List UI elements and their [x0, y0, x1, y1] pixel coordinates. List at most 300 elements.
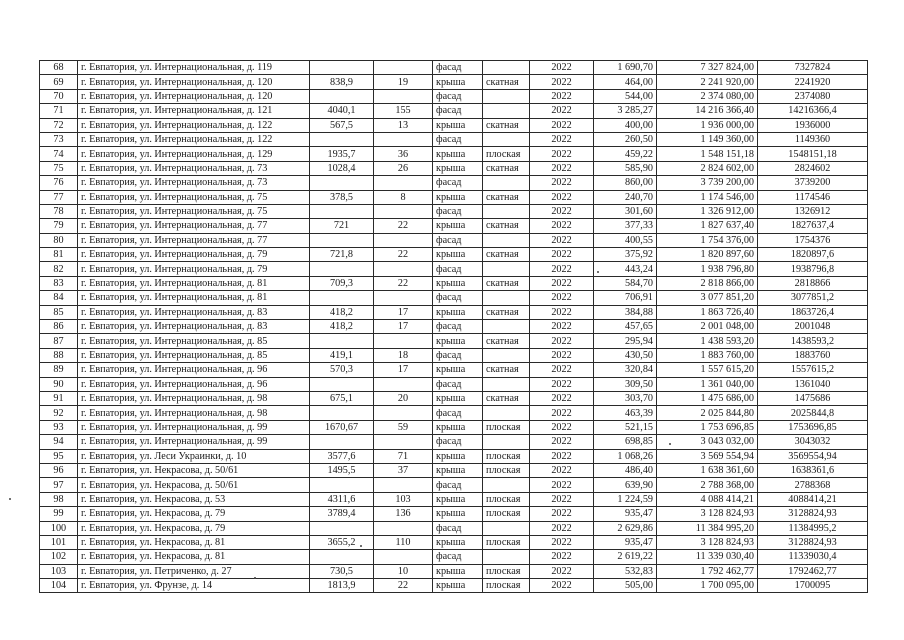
table-row	[40, 535, 868, 549]
apartments-cell: 17	[374, 305, 433, 319]
area-cell: 1935,7	[310, 147, 374, 161]
year-cell: 2022	[530, 449, 594, 463]
volume-cell: 486,40	[594, 463, 657, 477]
address-cell: г. Евпатория, ул. Некрасова, д. 50/61	[78, 463, 310, 477]
cost-cell: 1 938 796,80	[657, 262, 758, 276]
document-sheet	[39, 60, 868, 593]
element-cell: фасад	[433, 89, 483, 103]
cost-cell: 1 548 151,18	[657, 147, 758, 161]
area-cell: 378,5	[310, 190, 374, 204]
roof-type-cell: плоская	[483, 449, 530, 463]
area-cell: 567,5	[310, 118, 374, 132]
total-cell: 1557615,2	[758, 363, 868, 377]
year-cell: 2022	[530, 276, 594, 290]
element-cell: крыша	[433, 564, 483, 578]
element-cell: крыша	[433, 276, 483, 290]
address-cell: г. Евпатория, ул. Интернациональная, д. 83	[78, 320, 310, 334]
address-cell: г. Евпатория, ул. Интернациональная, д. 77	[78, 233, 310, 247]
element-cell: крыша	[433, 75, 483, 89]
year-cell: 2022	[530, 219, 594, 233]
element-cell: крыша	[433, 507, 483, 521]
area-cell: 418,2	[310, 320, 374, 334]
table-row	[40, 579, 868, 593]
table-row	[40, 291, 868, 305]
cost-cell: 2 374 080,00	[657, 89, 758, 103]
volume-cell: 459,22	[594, 147, 657, 161]
cost-cell: 1 326 912,00	[657, 204, 758, 218]
apartments-cell	[374, 334, 433, 348]
area-cell: 1495,5	[310, 463, 374, 477]
area-cell	[310, 262, 374, 276]
cost-cell: 1 149 360,00	[657, 132, 758, 146]
row-number-cell: 104	[40, 579, 78, 593]
address-cell: г. Евпатория, ул. Интернациональная, д. 98	[78, 406, 310, 420]
volume-cell: 1 068,26	[594, 449, 657, 463]
total-cell: 1753696,85	[758, 420, 868, 434]
roof-type-cell	[483, 550, 530, 564]
roof-type-cell: плоская	[483, 492, 530, 506]
year-cell: 2022	[530, 248, 594, 262]
total-cell: 3043032	[758, 435, 868, 449]
year-cell: 2022	[530, 75, 594, 89]
row-number-cell: 97	[40, 478, 78, 492]
element-cell: крыша	[433, 391, 483, 405]
year-cell: 2022	[530, 521, 594, 535]
scan-speck	[597, 271, 599, 273]
year-cell: 2022	[530, 550, 594, 564]
volume-cell: 303,70	[594, 391, 657, 405]
apartments-cell: 22	[374, 219, 433, 233]
address-cell: г. Евпатория, ул. Леси Украинки, д. 10	[78, 449, 310, 463]
volume-cell: 584,70	[594, 276, 657, 290]
total-cell: 1863726,4	[758, 305, 868, 319]
row-number-cell: 99	[40, 507, 78, 521]
cost-cell: 4 088 414,21	[657, 492, 758, 506]
table-row	[40, 104, 868, 118]
roof-type-cell: скатная	[483, 276, 530, 290]
roof-type-cell: плоская	[483, 579, 530, 593]
area-cell	[310, 550, 374, 564]
area-cell: 1028,4	[310, 161, 374, 175]
apartments-cell	[374, 61, 433, 75]
roof-type-cell	[483, 89, 530, 103]
cost-cell: 3 739 200,00	[657, 176, 758, 190]
area-cell	[310, 291, 374, 305]
cost-cell: 1 700 095,00	[657, 579, 758, 593]
cost-cell: 3 077 851,20	[657, 291, 758, 305]
apartments-cell	[374, 176, 433, 190]
volume-cell: 295,94	[594, 334, 657, 348]
address-cell: г. Евпатория, ул. Фрунзе, д. 14	[78, 579, 310, 593]
total-cell: 1326912	[758, 204, 868, 218]
address-cell: г. Евпатория, ул. Интернациональная, д. 129	[78, 147, 310, 161]
cost-cell: 1 638 361,60	[657, 463, 758, 477]
volume-cell: 384,88	[594, 305, 657, 319]
apartments-cell: 110	[374, 535, 433, 549]
roof-type-cell: скатная	[483, 118, 530, 132]
cost-cell: 1 936 000,00	[657, 118, 758, 132]
total-cell: 1149360	[758, 132, 868, 146]
row-number-cell: 90	[40, 377, 78, 391]
apartments-cell	[374, 550, 433, 564]
table-row	[40, 550, 868, 564]
volume-cell: 544,00	[594, 89, 657, 103]
apartments-cell	[374, 291, 433, 305]
roof-type-cell	[483, 348, 530, 362]
roof-type-cell: скатная	[483, 391, 530, 405]
cost-cell: 2 001 048,00	[657, 320, 758, 334]
area-cell: 1670,67	[310, 420, 374, 434]
roof-type-cell: скатная	[483, 363, 530, 377]
element-cell: крыша	[433, 363, 483, 377]
address-cell: г. Евпатория, ул. Некрасова, д. 81	[78, 550, 310, 564]
area-cell	[310, 334, 374, 348]
element-cell: фасад	[433, 61, 483, 75]
row-number-cell: 74	[40, 147, 78, 161]
total-cell: 1883760	[758, 348, 868, 362]
year-cell: 2022	[530, 478, 594, 492]
total-cell: 2001048	[758, 320, 868, 334]
year-cell: 2022	[530, 204, 594, 218]
apartments-cell: 22	[374, 248, 433, 262]
element-cell: крыша	[433, 219, 483, 233]
year-cell: 2022	[530, 435, 594, 449]
table-row	[40, 521, 868, 535]
roof-type-cell	[483, 435, 530, 449]
address-cell: г. Евпатория, ул. Интернациональная, д. 85	[78, 334, 310, 348]
cost-cell: 1 792 462,77	[657, 564, 758, 578]
table-row	[40, 176, 868, 190]
volume-cell: 309,50	[594, 377, 657, 391]
volume-cell: 377,33	[594, 219, 657, 233]
roof-type-cell: плоская	[483, 463, 530, 477]
row-number-cell: 100	[40, 521, 78, 535]
apartments-cell: 22	[374, 276, 433, 290]
year-cell: 2022	[530, 104, 594, 118]
area-cell: 3789,4	[310, 507, 374, 521]
element-cell: крыша	[433, 190, 483, 204]
total-cell: 1820897,6	[758, 248, 868, 262]
element-cell: крыша	[433, 492, 483, 506]
apartments-cell: 8	[374, 190, 433, 204]
table-row	[40, 147, 868, 161]
cost-cell: 2 818 866,00	[657, 276, 758, 290]
element-cell: фасад	[433, 233, 483, 247]
row-number-cell: 89	[40, 363, 78, 377]
element-cell: крыша	[433, 118, 483, 132]
roof-type-cell: скатная	[483, 219, 530, 233]
year-cell: 2022	[530, 118, 594, 132]
address-cell: г. Евпатория, ул. Интернациональная, д. 96	[78, 363, 310, 377]
element-cell: крыша	[433, 248, 483, 262]
element-cell: фасад	[433, 550, 483, 564]
roof-type-cell: скатная	[483, 248, 530, 262]
volume-cell: 260,50	[594, 132, 657, 146]
element-cell: крыша	[433, 420, 483, 434]
table-row	[40, 305, 868, 319]
row-number-cell: 78	[40, 204, 78, 218]
apartments-cell	[374, 521, 433, 535]
total-cell: 3128824,93	[758, 535, 868, 549]
year-cell: 2022	[530, 463, 594, 477]
roof-type-cell	[483, 132, 530, 146]
cost-cell: 1 754 376,00	[657, 233, 758, 247]
total-cell: 2374080	[758, 89, 868, 103]
address-cell: г. Евпатория, ул. Интернациональная, д. 81	[78, 291, 310, 305]
table-row	[40, 420, 868, 434]
total-cell: 1827637,4	[758, 219, 868, 233]
cost-cell: 2 025 844,80	[657, 406, 758, 420]
total-cell: 1938796,8	[758, 262, 868, 276]
total-cell: 1638361,6	[758, 463, 868, 477]
year-cell: 2022	[530, 579, 594, 593]
year-cell: 2022	[530, 147, 594, 161]
row-number-cell: 83	[40, 276, 78, 290]
address-cell: г. Евпатория, ул. Интернациональная, д. 99	[78, 420, 310, 434]
year-cell: 2022	[530, 363, 594, 377]
table-row	[40, 61, 868, 75]
table-row	[40, 204, 868, 218]
volume-cell: 400,55	[594, 233, 657, 247]
cost-cell: 1 863 726,40	[657, 305, 758, 319]
element-cell: фасад	[433, 132, 483, 146]
apartments-cell: 10	[374, 564, 433, 578]
volume-cell: 521,15	[594, 420, 657, 434]
year-cell: 2022	[530, 535, 594, 549]
element-cell: фасад	[433, 204, 483, 218]
roof-type-cell: плоская	[483, 564, 530, 578]
cost-cell: 2 241 920,00	[657, 75, 758, 89]
apartments-cell: 18	[374, 348, 433, 362]
roof-type-cell	[483, 176, 530, 190]
year-cell: 2022	[530, 406, 594, 420]
volume-cell: 301,60	[594, 204, 657, 218]
volume-cell: 400,00	[594, 118, 657, 132]
roof-type-cell	[483, 204, 530, 218]
scan-speck	[360, 545, 362, 547]
address-cell: г. Евпатория, ул. Некрасова, д. 81	[78, 535, 310, 549]
row-number-cell: 75	[40, 161, 78, 175]
total-cell: 2025844,8	[758, 406, 868, 420]
volume-cell: 2 619,22	[594, 550, 657, 564]
element-cell: крыша	[433, 161, 483, 175]
address-cell: г. Евпатория, ул. Интернациональная, д. 85	[78, 348, 310, 362]
address-cell: г. Евпатория, ул. Некрасова, д. 50/61	[78, 478, 310, 492]
table-row	[40, 348, 868, 362]
volume-cell: 639,90	[594, 478, 657, 492]
apartments-cell: 103	[374, 492, 433, 506]
roof-type-cell: скатная	[483, 75, 530, 89]
total-cell: 7327824	[758, 61, 868, 75]
table-row	[40, 320, 868, 334]
year-cell: 2022	[530, 377, 594, 391]
area-cell: 4311,6	[310, 492, 374, 506]
total-cell: 1174546	[758, 190, 868, 204]
total-cell: 1438593,2	[758, 334, 868, 348]
volume-cell: 585,90	[594, 161, 657, 175]
address-cell: г. Евпатория, ул. Интернациональная, д. 121	[78, 104, 310, 118]
element-cell: фасад	[433, 521, 483, 535]
year-cell: 2022	[530, 161, 594, 175]
address-cell: г. Евпатория, ул. Интернациональная, д. 79	[78, 248, 310, 262]
roof-type-cell	[483, 104, 530, 118]
area-cell: 838,9	[310, 75, 374, 89]
total-cell: 1361040	[758, 377, 868, 391]
cost-cell: 3 043 032,00	[657, 435, 758, 449]
year-cell: 2022	[530, 89, 594, 103]
cost-cell: 11 339 030,40	[657, 550, 758, 564]
table-row	[40, 75, 868, 89]
volume-cell: 935,47	[594, 507, 657, 521]
element-cell: фасад	[433, 176, 483, 190]
cost-cell: 1 753 696,85	[657, 420, 758, 434]
row-number-cell: 76	[40, 176, 78, 190]
apartments-cell: 71	[374, 449, 433, 463]
area-cell	[310, 176, 374, 190]
row-number-cell: 87	[40, 334, 78, 348]
address-cell: г. Евпатория, ул. Некрасова, д. 79	[78, 507, 310, 521]
apartments-cell	[374, 233, 433, 247]
cost-cell: 3 569 554,94	[657, 449, 758, 463]
volume-cell: 2 629,86	[594, 521, 657, 535]
cost-cell: 1 475 686,00	[657, 391, 758, 405]
row-number-cell: 70	[40, 89, 78, 103]
table-row	[40, 161, 868, 175]
address-cell: г. Евпатория, ул. Интернациональная, д. 81	[78, 276, 310, 290]
element-cell: фасад	[433, 104, 483, 118]
table-row	[40, 233, 868, 247]
roof-type-cell: плоская	[483, 147, 530, 161]
element-cell: фасад	[433, 291, 483, 305]
row-number-cell: 80	[40, 233, 78, 247]
roof-type-cell: скатная	[483, 334, 530, 348]
row-number-cell: 98	[40, 492, 78, 506]
area-cell: 570,3	[310, 363, 374, 377]
roof-type-cell: плоская	[483, 420, 530, 434]
address-cell: г. Евпатория, ул. Интернациональная, д. 98	[78, 391, 310, 405]
row-number-cell: 92	[40, 406, 78, 420]
apartments-cell	[374, 262, 433, 276]
volume-cell: 375,92	[594, 248, 657, 262]
table-row	[40, 132, 868, 146]
total-cell: 1475686	[758, 391, 868, 405]
row-number-cell: 95	[40, 449, 78, 463]
year-cell: 2022	[530, 291, 594, 305]
total-cell: 1754376	[758, 233, 868, 247]
address-cell: г. Евпатория, ул. Интернациональная, д. 79	[78, 262, 310, 276]
apartments-cell: 13	[374, 118, 433, 132]
element-cell: фасад	[433, 348, 483, 362]
apartments-cell: 17	[374, 363, 433, 377]
roof-type-cell	[483, 262, 530, 276]
area-cell: 419,1	[310, 348, 374, 362]
cost-cell: 2 788 368,00	[657, 478, 758, 492]
address-cell: г. Евпатория, ул. Некрасова, д. 79	[78, 521, 310, 535]
apartments-cell: 37	[374, 463, 433, 477]
area-cell	[310, 478, 374, 492]
roof-type-cell	[483, 521, 530, 535]
total-cell: 1792462,77	[758, 564, 868, 578]
cost-cell: 1 174 546,00	[657, 190, 758, 204]
volume-cell: 698,85	[594, 435, 657, 449]
table-row	[40, 391, 868, 405]
area-cell: 730,5	[310, 564, 374, 578]
address-cell: г. Евпатория, ул. Интернациональная, д. 75	[78, 204, 310, 218]
apartments-cell	[374, 406, 433, 420]
volume-cell: 443,24	[594, 262, 657, 276]
element-cell: крыша	[433, 463, 483, 477]
address-cell: г. Евпатория, ул. Интернациональная, д. 73	[78, 176, 310, 190]
total-cell: 2241920	[758, 75, 868, 89]
area-cell: 1813,9	[310, 579, 374, 593]
row-number-cell: 93	[40, 420, 78, 434]
total-cell: 11339030,4	[758, 550, 868, 564]
total-cell: 11384995,2	[758, 521, 868, 535]
row-number-cell: 102	[40, 550, 78, 564]
table-row	[40, 377, 868, 391]
total-cell: 14216366,4	[758, 104, 868, 118]
cost-cell: 1 820 897,60	[657, 248, 758, 262]
row-number-cell: 85	[40, 305, 78, 319]
apartments-cell: 36	[374, 147, 433, 161]
volume-cell: 3 285,27	[594, 104, 657, 118]
total-cell: 3128824,93	[758, 507, 868, 521]
volume-cell: 320,84	[594, 363, 657, 377]
table-row	[40, 334, 868, 348]
roof-type-cell: плоская	[483, 507, 530, 521]
row-number-cell: 82	[40, 262, 78, 276]
area-cell	[310, 61, 374, 75]
year-cell: 2022	[530, 492, 594, 506]
address-cell: г. Евпатория, ул. Петриченко, д. 27	[78, 564, 310, 578]
table-row	[40, 248, 868, 262]
table-row	[40, 492, 868, 506]
row-number-cell: 79	[40, 219, 78, 233]
table-row	[40, 435, 868, 449]
year-cell: 2022	[530, 132, 594, 146]
volume-cell: 463,39	[594, 406, 657, 420]
area-cell	[310, 89, 374, 103]
table-row	[40, 564, 868, 578]
apartments-cell: 20	[374, 391, 433, 405]
area-cell	[310, 377, 374, 391]
cost-cell: 1 883 760,00	[657, 348, 758, 362]
total-cell: 4088414,21	[758, 492, 868, 506]
volume-cell: 464,00	[594, 75, 657, 89]
apartments-cell: 155	[374, 104, 433, 118]
year-cell: 2022	[530, 507, 594, 521]
element-cell: фасад	[433, 377, 483, 391]
row-number-cell: 101	[40, 535, 78, 549]
address-cell: г. Евпатория, ул. Интернациональная, д. 99	[78, 435, 310, 449]
row-number-cell: 91	[40, 391, 78, 405]
address-cell: г. Евпатория, ул. Интернациональная, д. 122	[78, 118, 310, 132]
address-cell: г. Евпатория, ул. Интернациональная, д. 75	[78, 190, 310, 204]
row-number-cell: 68	[40, 61, 78, 75]
element-cell: фасад	[433, 435, 483, 449]
year-cell: 2022	[530, 61, 594, 75]
apartments-cell: 136	[374, 507, 433, 521]
total-cell: 3739200	[758, 176, 868, 190]
row-number-cell: 86	[40, 320, 78, 334]
year-cell: 2022	[530, 262, 594, 276]
roof-type-cell	[483, 233, 530, 247]
address-cell: г. Евпатория, ул. Интернациональная, д. 96	[78, 377, 310, 391]
volume-cell: 532,83	[594, 564, 657, 578]
total-cell: 1936000	[758, 118, 868, 132]
cost-cell: 1 438 593,20	[657, 334, 758, 348]
table-row	[40, 507, 868, 521]
